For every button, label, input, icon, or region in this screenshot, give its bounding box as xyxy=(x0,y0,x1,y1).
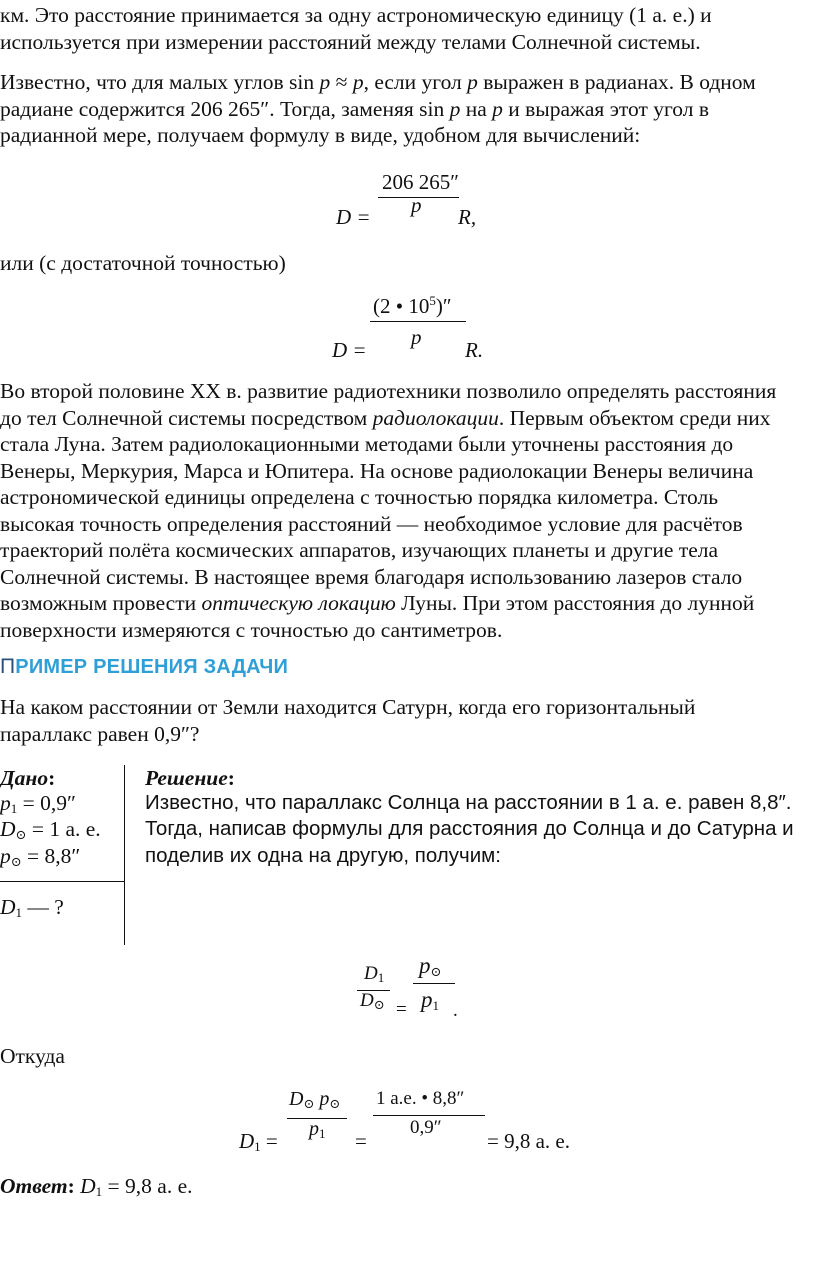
accuracy-note xyxy=(0,250,812,277)
text-line: параллакс равен 0,9″? xyxy=(0,721,200,746)
text-line: до тел Солнечной системы посредством радиолокации. Первым объектом среди них xyxy=(0,405,771,430)
text-line: Во второй половине XX в. развитие радиотехники позволило определять расстояния xyxy=(0,379,777,403)
result-equals: = xyxy=(355,1129,367,1153)
text-line: Известно, что для малых углов sin p ≈ p, если угол p выражен в радианах. В одном xyxy=(0,70,756,94)
text-line: На каком расстоянии от Земли находится Сатурн, когда его горизонтальный xyxy=(0,695,696,719)
ratio-dot: . xyxy=(453,1000,458,1021)
result-lhs: $D_1$ = xyxy=(239,1129,278,1154)
ratio-right-denominator: $p_1$ xyxy=(421,987,439,1013)
solution-title: Решение: xyxy=(145,766,235,790)
text-line: высокая точность определения расстояний — необходимое условие для расчётов xyxy=(0,511,743,536)
result-fraction1-numerator: $D_⊙$ $p_⊙$ xyxy=(289,1088,341,1111)
given-vertical-divider xyxy=(124,765,125,945)
text-line: возможным провести оптическую локацию Луны. При этом расстояния до лунной xyxy=(0,591,755,615)
given-divider xyxy=(0,881,124,882)
solution-line: поделив их одна на другую, получим: xyxy=(145,844,501,867)
fraction-bar xyxy=(373,1115,485,1116)
formula-denominator: p xyxy=(411,325,422,349)
fraction-bar xyxy=(413,983,455,984)
formula-rhs: R. xyxy=(465,338,484,362)
find-distance-saturn: $D_1$ — ? xyxy=(0,895,64,920)
ratio-right-numerator: $p_⊙$ xyxy=(419,953,442,979)
text-line: радианной мере, получаем формулу в виде, удобном для вычислений: xyxy=(0,123,641,147)
formula-numerator: 206 265″ xyxy=(382,170,459,194)
formula-lhs: D = xyxy=(332,338,367,362)
text-line: Венеры, Меркурия, Марса и Юпитера. На основе радиолокации Венеры величина xyxy=(0,458,754,483)
text-line: Откуда xyxy=(0,1044,65,1068)
formula-lhs: D = xyxy=(336,205,371,229)
solution-line: Известно, что параллакс Солнца на расстоянии в 1 а. е. равен 8,8″. xyxy=(145,791,792,814)
problem-statement xyxy=(0,694,812,747)
solution-line: Тогда, написав формулы для расстояния до Солнца и до Сатурна и xyxy=(145,817,794,840)
text-line: радиане содержится 206 265″. Тогда, заменяя sin p на p и выражая этот угол в xyxy=(0,96,710,121)
result-fraction2-denominator: 0,9″ xyxy=(410,1117,442,1138)
text-line: стала Луна. Затем радиолокационными методами были уточнены расстояния до xyxy=(0,432,734,456)
ratio-left-denominator: $D_⊙$ xyxy=(360,990,385,1012)
text-line: используется при измерении расстояний между телами Солнечной системы. xyxy=(0,29,701,54)
ratio-left-numerator: $D_1$ xyxy=(364,963,385,985)
whence-text xyxy=(0,1043,812,1070)
text-line: Солнечной системы. В настоящее время благодаря использованию лазеров стало xyxy=(0,564,743,589)
given-distance-sun: $D_⊙ = 1$ а. е. xyxy=(0,817,101,842)
small-angle-paragraph xyxy=(0,69,812,149)
given-parallax-sun: $p_⊙ = 8,8''$ xyxy=(0,844,81,869)
result-value: = 9,8 а. е. xyxy=(487,1129,570,1153)
formula-numerator: (2 • $10^5)''$ xyxy=(373,293,452,318)
answer-line: Ответ: $D_1 = 9,8$ а. е. xyxy=(0,1174,193,1199)
given-title: Дано: xyxy=(0,766,56,790)
text-line: или (с достаточной точностью) xyxy=(0,251,286,275)
formula-rhs: R, xyxy=(458,205,477,229)
radiolocation-paragraph xyxy=(0,378,812,643)
result-fraction2-numerator: 1 а.е. • 8,8″ xyxy=(376,1088,465,1109)
text-line: км. Это расстояние принимается за одну астрономическую единицу (1 а. е.) и xyxy=(0,3,712,27)
text-line: астрономической единицы определена с точностью порядка километра. Столь xyxy=(0,485,719,509)
text-line: траекторий полёта космических аппаратов, изучающих планеты и другие тела xyxy=(0,538,719,562)
given-parallax-saturn: $p_1 = 0,9''$ xyxy=(0,791,76,816)
result-fraction1-denominator: $p_1$ xyxy=(309,1118,326,1141)
ratio-equals: = xyxy=(396,999,407,1020)
fraction-bar xyxy=(370,321,466,322)
text-line: поверхности измеряются с точностью до сантиметров. xyxy=(0,617,503,642)
section-heading: ПРИМЕР РЕШЕНИЯ ЗАДАЧИ xyxy=(0,655,289,678)
formula-denominator: p xyxy=(411,193,422,217)
intro-paragraph xyxy=(0,2,812,55)
